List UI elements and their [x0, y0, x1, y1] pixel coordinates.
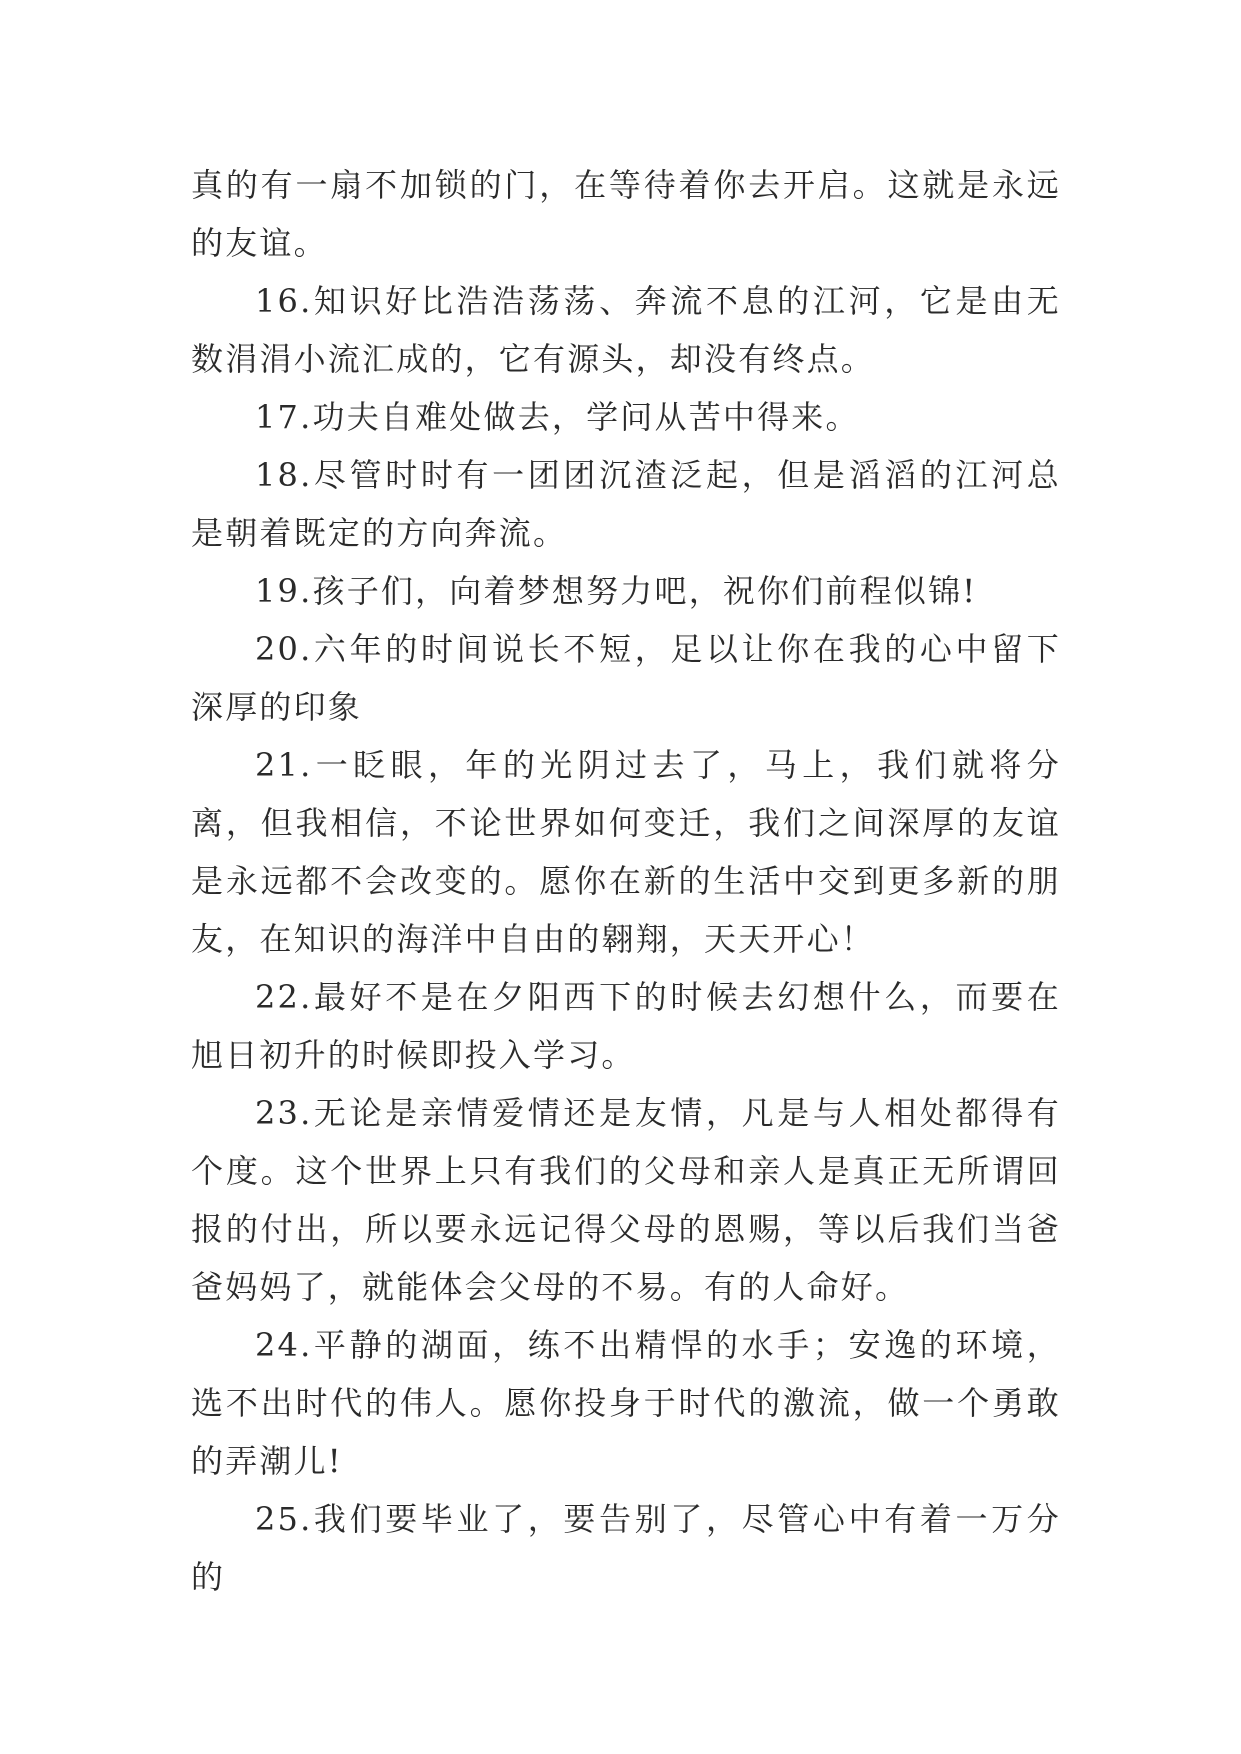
paragraph-20: 20.六年的时间说长不短，足以让你在我的心中留下深厚的印象 — [191, 630, 1061, 726]
document-body — [191, 156, 1061, 1606]
paragraph-24: 24.平静的湖面，练不出精悍的水手；安逸的环境，选不出时代的伟人。愿你投身于时代的激流，做一个勇敢的弄潮儿! — [191, 1326, 1061, 1480]
paragraph-22: 22.最好不是在夕阳西下的时候去幻想什么，而要在旭日初升的时候即投入学习。 — [191, 978, 1061, 1074]
paragraph-17: 17.功夫自难处做去，学问从苦中得来。 — [255, 398, 860, 436]
paragraph-16: 16.知识好比浩浩荡荡、奔流不息的江河，它是由无数涓涓小流汇成的，它有源头，却没有终点。 — [191, 282, 1061, 378]
paragraph-continued: 真的有一扇不加锁的门，在等待着你去开启。这就是永远的友谊。 — [191, 166, 1061, 262]
paragraph-25: 25.我们要毕业了，要告别了，尽管心中有着一万分的 — [191, 1500, 1061, 1596]
paragraph-21: 21.一眨眼，年的光阴过去了，马上，我们就将分离，但我相信，不论世界如何变迁，我们之间深厚的友谊是永远都不会改变的。愿你在新的生活中交到更多新的朋友，在知识的海洋中自由的翱翔，天天开心！ — [191, 746, 1061, 958]
paragraph-19: 19.孩子们，向着梦想努力吧，祝你们前程似锦! — [255, 572, 978, 610]
paragraph-18: 18.尽管时时有一团团沉渣泛起，但是滔滔的江河总是朝着既定的方向奔流。 — [191, 456, 1061, 552]
paragraph-23: 23.无论是亲情爱情还是友情，凡是与人相处都得有个度。这个世界上只有我们的父母和亲人是真正无所谓回报的付出，所以要永远记得父母的恩赐，等以后我们当爸爸妈妈了，就能体会父母的不易。有的人命好。 — [191, 1094, 1061, 1306]
